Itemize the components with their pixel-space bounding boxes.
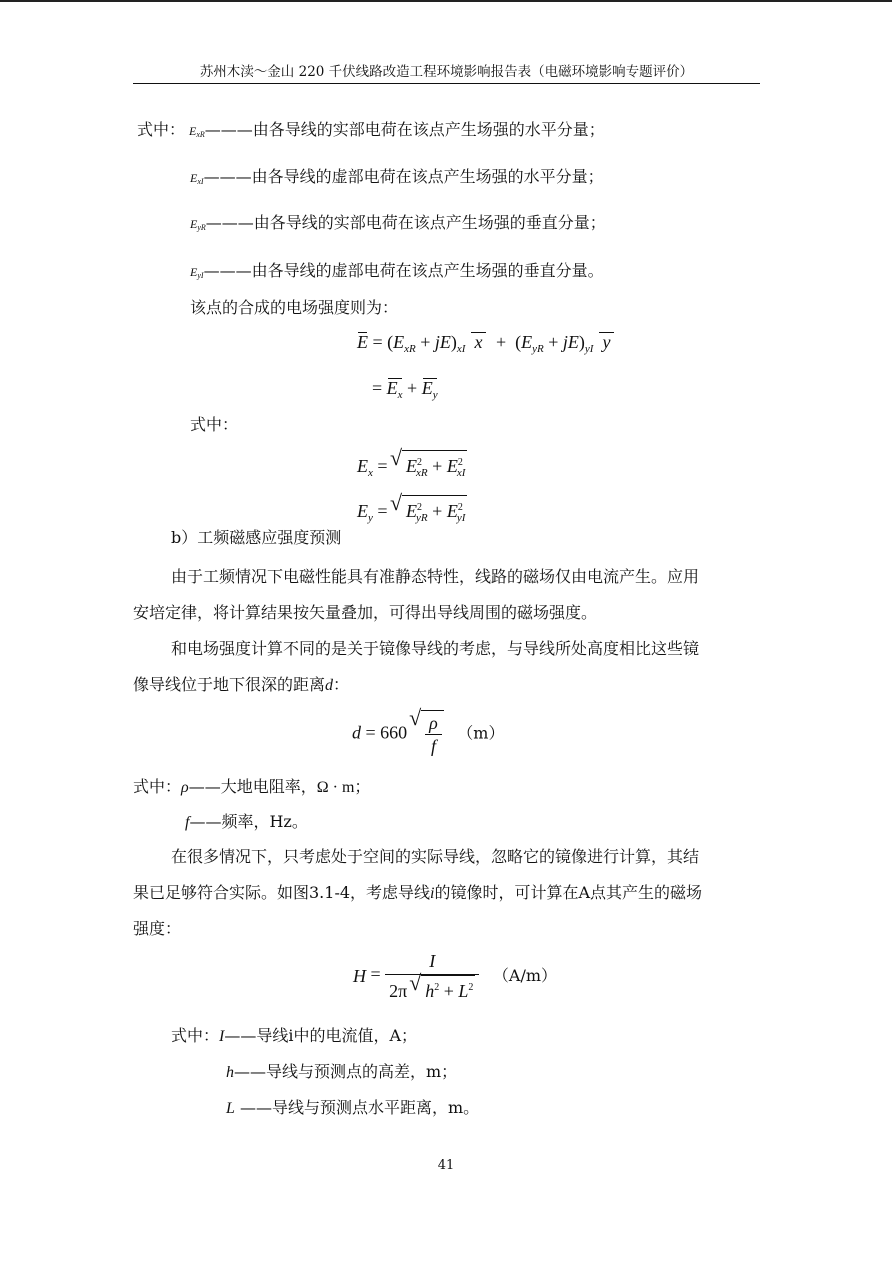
- definition-row-rho: 式中：ρ——大地电阻率，Ω · m；: [133, 777, 371, 796]
- para1-line2: 安培定律，将计算结果按矢量叠加，可得出导线周围的磁场强度。: [133, 603, 598, 622]
- para2-line1: 和电场强度计算不同的是关于镜像导线的考虑，与导线所处高度相比这些镜: [171, 639, 700, 658]
- symbol: $E_{xI}$: [190, 171, 204, 186]
- para3-line3: 强度：: [133, 919, 182, 938]
- symbol: $E_{yR}$: [190, 217, 206, 232]
- header-rule: [133, 83, 760, 84]
- definition-text: ———由各导线的实部电荷在该点产生场强的水平分量；: [204, 120, 605, 139]
- definition-lead-2: 式中：: [190, 415, 239, 434]
- equation-ey: $E_y$ = √ $E^2_{yR} + E^2_{yI}$: [357, 495, 467, 529]
- definition-row-exi: [190, 167, 604, 192]
- definition-row-l: L ——导线与预测点水平距离，m。: [226, 1098, 480, 1117]
- page-top-border: [0, 0, 892, 2]
- symbol: $E_{yI}$: [190, 265, 204, 280]
- definition-text: ———由各导线的虚部电荷在该点产生场强的垂直分量。: [203, 261, 604, 280]
- equation-h: H = $\frac{I}{2\pi√ h^2 + L^2}$ （A/m）: [353, 950, 557, 1002]
- section-b-title: b）工频磁感应强度预测: [171, 528, 342, 547]
- para3-line2: 果已足够符合实际。如图3.1-4，考虑导线i的镜像时，可计算在A点其产生的磁场: [133, 883, 703, 902]
- definition-text: ———由各导线的虚部电荷在该点产生场强的水平分量；: [203, 167, 604, 186]
- synth-intro: 该点的合成的电场强度则为：: [190, 298, 399, 317]
- definition-row-exr: [137, 120, 605, 145]
- definition-row-i: 式中：I——导线i中的电流值，A；: [171, 1026, 418, 1045]
- definition-row-f: f——频率，Hz。: [185, 812, 308, 831]
- equation-e-sum: = $E_x + E_y$: [372, 377, 438, 406]
- para3-line1: 在很多情况下，只考虑处于空间的实际导线，忽略它的镜像进行计算，其结: [171, 847, 700, 866]
- equation-d: d = 660 √ $\frac{\rho}{f}$ （m）: [352, 710, 504, 757]
- page-number: 41: [437, 1158, 455, 1173]
- para1-line1: 由于工频情况下电磁性能具有准静态特性，线路的磁场仅由电流产生。应用: [171, 567, 700, 586]
- definition-row-eyi: [190, 261, 604, 286]
- page-header: 苏州木渎～金山 220 千伏线路改造工程环境影响报告表（电磁环境影响专题评价）: [199, 64, 694, 80]
- definition-row-h: h——导线与预测点的高差，m；: [226, 1062, 458, 1081]
- definition-lead: 式中：: [137, 120, 186, 139]
- symbol: $E_{xR}$: [189, 124, 205, 139]
- definition-text: ———由各导线的实部电荷在该点产生场强的垂直分量；: [205, 213, 606, 232]
- equation-ex: $E_x$ = √ $E^2_{xR} + E^2_{xI}$: [357, 450, 467, 484]
- para2-line2: 像导线位于地下很深的距离d：: [133, 675, 350, 694]
- definition-row-eyr: [190, 213, 606, 238]
- equation-e-vector: $E = (E_{xR} + jE)_{xI}$ $x + (E_{yR} + jE)_{yI}$ y: [357, 332, 615, 355]
